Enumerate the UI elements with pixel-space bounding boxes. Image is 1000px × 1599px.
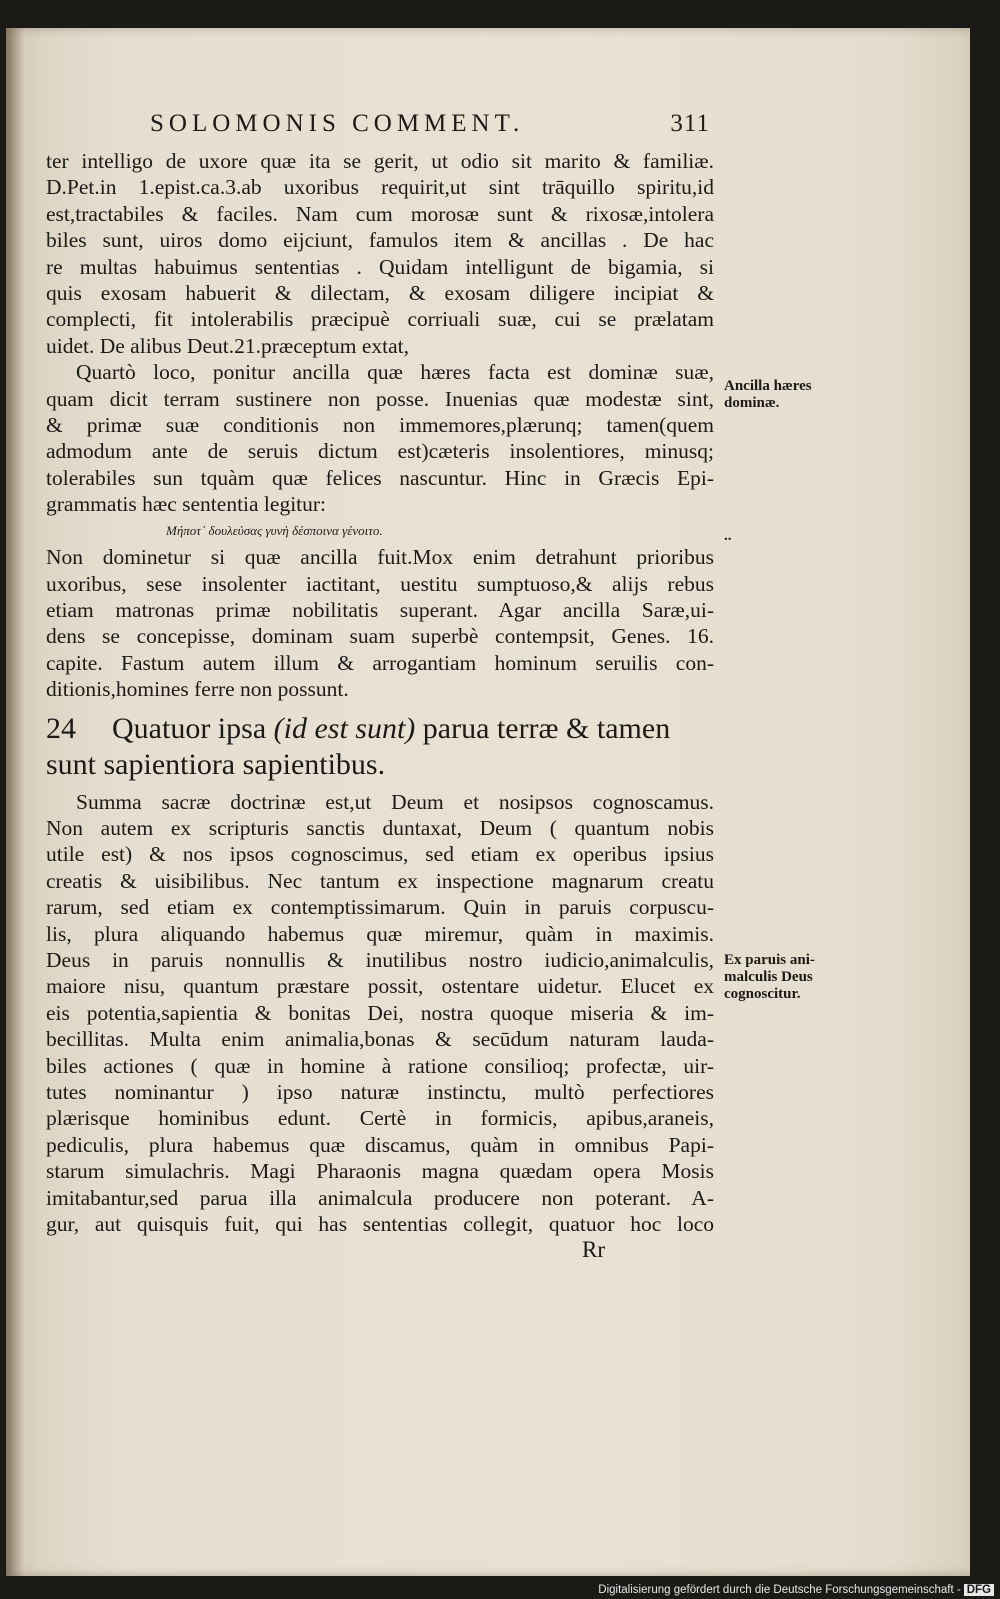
verse-heading bbox=[46, 711, 714, 783]
text-line: D.Pet.in 1.epist.ca.3.ab uxoribus requirit,ut sint trāquillo spiritu,id bbox=[46, 175, 714, 200]
running-header bbox=[150, 110, 710, 138]
greek-quotation: Μήποτ᾽ δουλεύσας γυνὴ δέσποινα γένοιτο. bbox=[166, 522, 383, 538]
text-line: biles actiones ( quæ in homine à ratione consilioq; profectæ, uir- bbox=[46, 1053, 714, 1078]
text-line: quis exosam habuerit & dilectam, & exosam diligere incipiat & bbox=[46, 281, 714, 306]
text-line: Deus in paruis nonnullis & inutilibus nostro iudicio,animalculis, bbox=[46, 947, 714, 972]
text-line: est,tractabiles & faciles. Nam cum morosæ sunt & rixosæ,intolera bbox=[46, 201, 714, 226]
text-line: capite. Fastum autem illum & arrogantiam hominum seruilis con- bbox=[46, 650, 714, 675]
verse-gloss: (id est sunt) bbox=[273, 711, 416, 745]
verse-number: 24 bbox=[46, 711, 76, 745]
text-line: uidet. De alibus Deut.21.præceptum extat, bbox=[46, 333, 410, 358]
text-line: plærisque hominibus edunt. Certè in formicis, apibus,araneis, bbox=[46, 1106, 714, 1131]
text-line: uxoribus, sese insolenter iactitant, uestitu sumptuoso,& alijs rebus bbox=[46, 571, 714, 596]
text-line: pediculis, plura habemus quæ discamus, quàm in omnibus Papi- bbox=[46, 1132, 714, 1157]
margin-note-line: cognoscitur. bbox=[724, 986, 801, 1002]
text-line: biles sunt, uiros domo eijciunt, famulos item & ancillas . De hac bbox=[46, 228, 714, 253]
text-line: Summa sacræ doctrinæ est,ut Deum et nosipsos cognoscamus. bbox=[76, 789, 714, 814]
text-line: creatis & uisibilibus. Nec tantum ex inspectione magnarum creatu bbox=[46, 868, 714, 893]
text-line: & primæ suæ conditionis non immemores,plærunq; tamen(quem bbox=[46, 413, 714, 438]
text-line: tutes nominantur ) ipso naturæ instinctu, multò perfectiores bbox=[46, 1080, 714, 1104]
text-line: Non autem ex scripturis sanctis duntaxat, Deum ( quantum nobis bbox=[46, 815, 714, 840]
margin-note-line: Ex paruis ani- bbox=[724, 952, 815, 968]
catchword: Rr bbox=[582, 1237, 605, 1263]
verse-text: parua terræ & tamen bbox=[422, 711, 671, 745]
margin-note-line: Ancilla hæres bbox=[724, 378, 812, 394]
page-number: 311 bbox=[670, 110, 710, 137]
text-line: dens se concepisse, dominam suam superbè contempsit, Genes. 16. bbox=[46, 624, 714, 649]
text-line: Non dominetur si quæ ancilla fuit.Mox enim detrahunt prioribus bbox=[46, 545, 714, 570]
running-title: SOLOMONIS COMMENT. bbox=[150, 110, 525, 137]
margin-note-line: dominæ. bbox=[724, 395, 780, 411]
text-line: Quartò loco, ponitur ancilla quæ hæres facta est dominæ suæ, bbox=[76, 360, 714, 385]
text-line: maiore nisu, quantum præstare possit, ostentare uidetur. Elucet ex bbox=[46, 974, 714, 999]
text-line: etiam matronas primæ nobilitatis superant. Agar ancilla Saræ,ui- bbox=[46, 597, 714, 622]
text-line: starum simulachris. Magi Pharaonis magna quædam opera Mosis bbox=[46, 1159, 714, 1184]
dfg-logo: DFG bbox=[964, 1584, 994, 1596]
margin-note bbox=[724, 378, 812, 412]
text-line: imitabantur,sed parua illa animalcula producere non poterant. A- bbox=[46, 1185, 714, 1210]
margin-mark: .. bbox=[724, 528, 732, 544]
text-line: re multas habuimus sententias . Quidam intelligunt de bigamia, si bbox=[46, 254, 714, 279]
text-line: rarum, sed etiam ex contemptissimarum. Quin in paruis corpuscu- bbox=[46, 895, 714, 920]
text-line: gur, aut quisquis fuit, qui has sententias collegit, quatuor hoc loco bbox=[46, 1212, 714, 1237]
text-line: admodum ante de seruis dictum est)cæteris insolentiores, minusq; bbox=[46, 439, 714, 464]
text-line: lis, plura aliquando habemus quæ miremur, quàm in maximis. bbox=[46, 921, 714, 946]
text-line: complecti, fit intolerabilis præcipuè corriuali suæ, cui se prælatam bbox=[46, 307, 714, 332]
text-line: eis potentia,sapientia & bonitas Dei, nostra quoque miseria & im- bbox=[46, 1000, 714, 1025]
verse-text: Quatuor ipsa bbox=[112, 711, 267, 745]
body-text bbox=[46, 148, 714, 1264]
verse-text: sunt sapientiora sapientibus. bbox=[46, 747, 386, 781]
text-line: ter intelligo de uxore quæ ita se gerit, ut odio sit marito & familiæ. bbox=[46, 149, 714, 173]
text-line: grammatis hæc sententia legitur: bbox=[46, 492, 327, 517]
text-line: becillitas. Multa enim animalia,bonas & secūdum naturam lauda- bbox=[46, 1027, 714, 1052]
margin-note bbox=[724, 952, 815, 1003]
text-line: tolerabiles sun tquàm quæ felices nascuntur. Hinc in Græcis Epi- bbox=[46, 465, 714, 490]
page-gutter-shadow bbox=[6, 28, 24, 1576]
text-line: quam dicit terram sustinere non posse. Inuenias quæ modestæ sint, bbox=[46, 386, 714, 411]
text-line: ditionis,homines ferre non possunt. bbox=[46, 677, 349, 702]
credit-text: Digitalisierung gefördert durch die Deutsche Forschungsgemeinschaft - bbox=[598, 1584, 961, 1596]
digitization-credit bbox=[598, 1584, 994, 1596]
text-line: utile est) & nos ipsos cognoscimus, sed etiam ex operibus ipsius bbox=[46, 842, 714, 867]
margin-note-line: malculis Deus bbox=[724, 969, 813, 985]
